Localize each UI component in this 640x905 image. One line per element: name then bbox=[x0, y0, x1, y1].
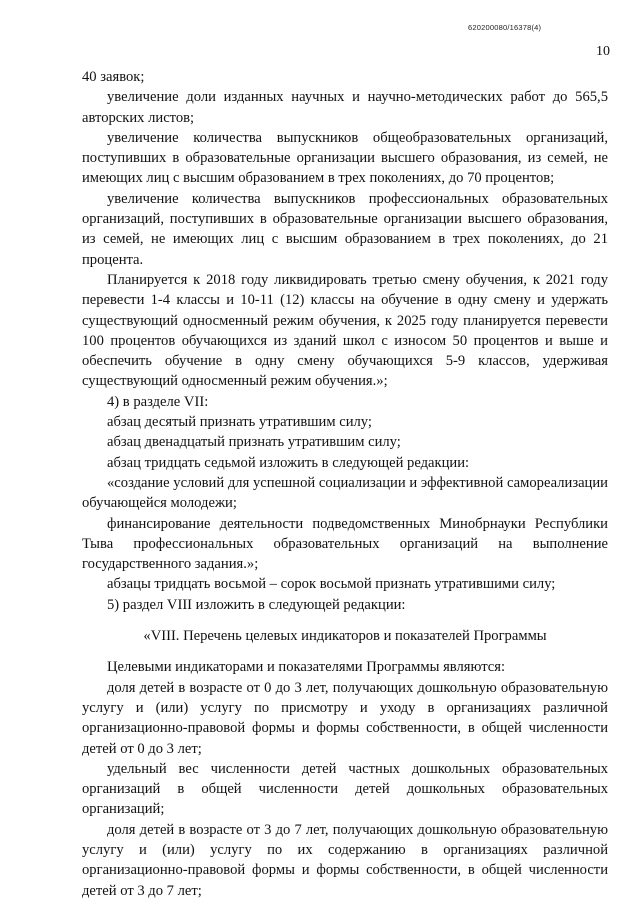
paragraph: увеличение количества выпускников профессиональных образовательных организаций, поступивших в образовательные организации высшего образования, из семей, не имеющих лиц с высшим образованием в трех поколениях, до 21 процента. bbox=[82, 190, 608, 268]
paragraph: доля детей в возрасте от 3 до 7 лет, получающих дошкольную образовательную услугу и (или) услугу по их содержанию в организациях различной организационно-правовой формы и формы собственности, в общей численности детей от 3 до 7 лет; bbox=[82, 821, 608, 899]
page-number: 10 bbox=[596, 44, 610, 59]
paragraph: абзац двенадцатый признать утратившим силу; bbox=[107, 434, 401, 451]
paragraph: удельный вес численности детей частных дошкольных образовательных организаций в общей численности детей дошкольных образовательных организаций; bbox=[82, 760, 608, 818]
paragraph: 4) в разделе VII: bbox=[107, 393, 209, 410]
paragraph: «создание условий для успешной социализации и эффективной самореализации обучающейся молодежи; bbox=[82, 474, 608, 512]
document-body bbox=[82, 67, 608, 901]
paragraph: абзацы тридцать восьмой – сорок восьмой признать утратившими силу; bbox=[107, 576, 556, 593]
paragraph: Планируется к 2018 году ликвидировать третью смену обучения, к 2021 году перевести 1-4 классы и 10-11 (12) классы на обучение в одну смену и удержать существующий односменный режим обучения, к 2025 году планируется перевести 100 процентов обучающихся из зданий школ с износом 50 процентов и выше и обеспечить обучение в одну смену обучающихся 5-9 классов, удерживая существующий односменный режим обучения.»; bbox=[82, 271, 608, 390]
paragraph: увеличение доли изданных научных и научно-методических работ до 565,5 авторских листов; bbox=[82, 89, 608, 126]
document-registration-code: 620200080/16378(4) bbox=[468, 23, 542, 32]
paragraph: абзац тридцать седьмой изложить в следующей редакции: bbox=[107, 454, 470, 471]
paragraph: абзац десятый признать утратившим силу; bbox=[107, 414, 372, 431]
section-heading: «VIII. Перечень целевых индикаторов и показателей Программы bbox=[143, 628, 547, 645]
paragraph: 40 заявок; bbox=[82, 69, 145, 85]
paragraph: финансирование деятельности подведомственных Минобрнауки Республики Тыва профессиональных образовательных организаций на выполнение государственного задания.»; bbox=[82, 515, 608, 573]
paragraph: доля детей в возрасте от 0 до 3 лет, получающих дошкольную образовательную услугу и (или) услугу по присмотру и уходу в организациях различной организационно-правовой формы и формы собственности, в общей численности детей от 0 до 3 лет; bbox=[82, 679, 608, 757]
paragraph: Целевыми индикаторами и показателями Программы являются: bbox=[107, 659, 505, 676]
paragraph: 5) раздел VIII изложить в следующей редакции: bbox=[107, 596, 406, 613]
paragraph: увеличение количества выпускников общеобразовательных организаций, поступивших в образовательные организации высшего образования, из семей, не имеющих лиц с высшим образованием в трех поколениях, до 70 процентов; bbox=[82, 129, 608, 187]
